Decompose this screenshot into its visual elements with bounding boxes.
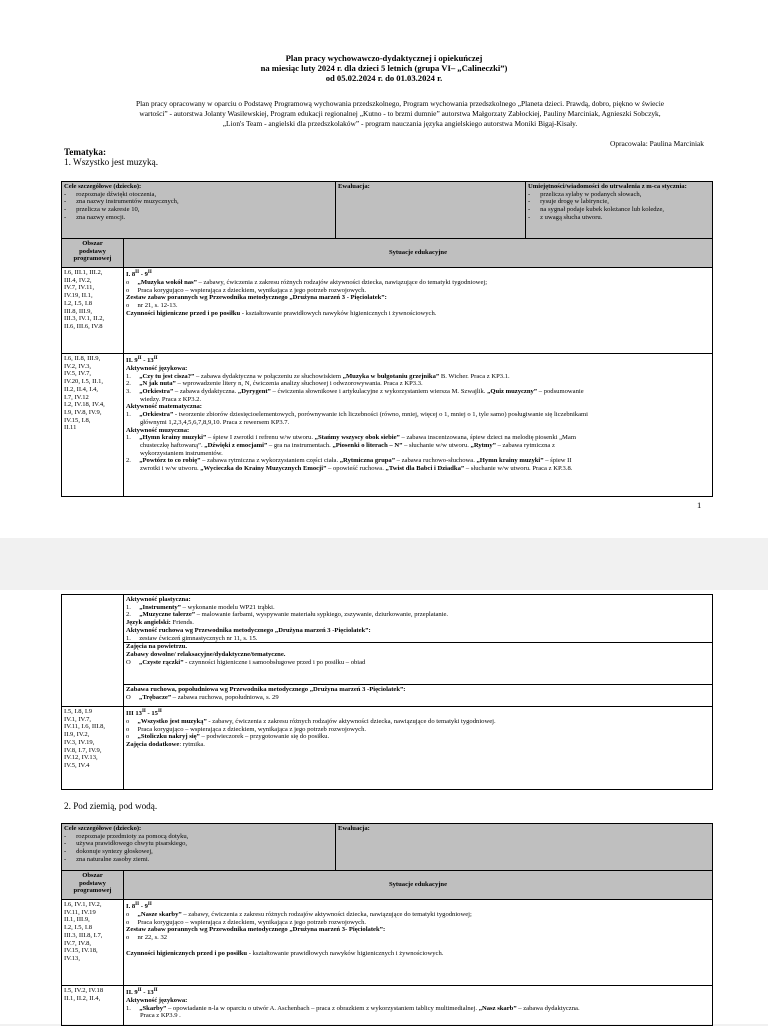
- curriculum-codes: I.5, I.8, I.9 IV.1, IV.7, IV.11, I.6, III.8, II.9, IV.2, IV.3, IV.19, IV.8, I.7, IV.9, IV.12, IV.13, IV.5, IV.4: [62, 707, 124, 790]
- goal-item: używa prawidłowego chwytu pisarskiego,: [76, 840, 188, 848]
- document-page-2: [0, 590, 768, 1024]
- theme-2-title: 2. Pod ziemią, pod wodą.: [64, 801, 158, 811]
- tematyka-label: Tematyka:: [64, 147, 107, 157]
- goal-item: rozpoznaje dźwięki otoczenia,: [76, 190, 157, 198]
- table-row: [62, 595, 713, 685]
- day-activities: II. $9^{II} - 13^{II}$ Aktywność językowa: 1. „Czy tu jest cisza?” – zabawa dydaktyczna w połączeniu ze słuchowiskiem „Muzyka w bułgotaniu grzejnika” B. Wicher. Praca z KP3.1. 2. „N jak nuta” – wprowadzenie litery n, N, ćwiczenia analizy słuchowej i odwzorowywania. Praca z KP3.3. 3. „Orkiestra” – zabawa dydaktyczna. „Dyrygent” – ćwiczenia słownikowe i artykulacyjne z wykorzystaniem wiersza M. Szwajlik. „Quiz muzyczny” – podsumowanie wiedzy. Praca z KP3.2. Aktywność matematyczna: 1. „Orkiestra” - tworzenie zbiorów dziesięcioelementowych, porównywanie ich liczebności (równo, mniej, więcej o 1, mniej o 1, tyle samo) posługiwanie się liczebnikami głównymi 1,2,3,4,5,6,7,8,9,10. Praca z rewersem KP3.7. Aktywność muzyczna: 1. „Hymn krainy muzyki” – śpiew I zwrotki i refrenu w/w utworu. „Stańmy wszyscy obok siebie” – zabawa inscenizowana, śpiew dzieci na melodię piosenki „Mam chusteczkę haftowaną”. „Dźwięki z emocjami” – gra na instrumentach. „Piosenki o literach – N” – słuchanie w/w utworu. „Rytmy” – zabawa rytmiczna z wykorzystaniem instrumentów. 2. „Powtórz to co robię” – zabawa rytmiczna z wykorzystaniem części ciała. „Rytmiczna grupa” – zabawa ruchowo-słuchowa. „Hymn krainy muzyki” – śpiew II zwrotki i w/w utworu. „Wycieczka do Krainy Muzycznych Emocji” – opowieść ruchowa. „Twist dla Babci i Dziadka” – słuchanie w/w utworu. Praca z KP.3.8.: [124, 354, 713, 497]
- week2-goals-cell: Cele szczegółowe (dziecko): - rozpoznaje przedmioty za pomocą dotyku, - używa prawidłowego chwytu pisarskiego, - dokonuje syntezy głoskowej, - zna naturalne zasoby ziemi.: [62, 824, 336, 871]
- table-row: [62, 268, 713, 354]
- week1-goals-table: [61, 181, 713, 239]
- sytuacje-header: Sytuacje edukacyjne: [124, 239, 713, 268]
- intro-line-3: „Lion's Team - angielski dla przedszkolaków” - program nauczania języka angielskiego autorstwa Moniki Bigaj-Kisały.: [222, 119, 578, 128]
- goal-item: przelicza w zakresie 10,: [76, 206, 140, 214]
- theme-1-title: 1. Wszystko jest muzyką.: [64, 157, 158, 167]
- curriculum-codes: [62, 595, 124, 707]
- sytuacje-header: Sytuacje edukacyjne: [124, 871, 713, 900]
- curriculum-codes: I.6, II.8, III.9, IV.2, IV.3, IV.5, IV.7, IV.20, I.5, II.1, II.2, II.4, I.4, I.7, IV.12 I.2, IV.18, IV.4, I.9, IV.8, IV.9, IV.15, I.8, II.11: [62, 354, 124, 497]
- goals-title: Cele szczegółowe (dziecko):: [64, 183, 142, 190]
- evaluation-title: Ewaluacja:: [338, 183, 370, 190]
- goal-item: zna nazwy emocji.: [76, 213, 126, 221]
- table-row: [62, 354, 713, 497]
- skills-title: Umiejętności/wiadomości do utrwalenia z m-ca stycznia:: [528, 183, 687, 190]
- table-row: [62, 986, 713, 1026]
- day-activities: Aktywność plastyczna: 1. „Instrumenty” – wykonanie modelu WP21 trąbki. 2. „Muzyczne talerze” – malowanie farbami, wyspywanie materiału sypkiego, zszywanie, dziurkowanie, przeplatanie. Język angielski: Friends. Aktywność ruchowa wg Przewodnika metodycznego „Drużyna marzeń 3 -Pięciolatek”: 1. zestaw ćwiczeń gimnastycznych nr 11, s. 15. Zajęcia na powietrzu. Zabawy dowolne/ relaksacyjne/dydaktyczne/tematyczne. O „Czyste rączki” - czynności higieniczne i samoobsługowe przed i po posiłku – obiad: [124, 595, 713, 685]
- day-activities: II. $9^{II} - 13^{II}$ Aktywność językowa: 1. „Skarby” – opowiadanie n-la w oparciu o utwór A. Aschenbach – praca z obrazkiem z wykorzystaniem tablicy multimedialnej. „Nasz skarb” – zabawa dydaktyczna. Praca z KP3.9 .: [124, 986, 713, 1026]
- table-row: [62, 685, 713, 707]
- plan-title-line-3: od 05.02.2024 r. do 01.03.2024 r.: [325, 73, 443, 83]
- curriculum-codes: I.5, IV.2, IV.18 II.1, II.2, II.4,: [62, 986, 124, 1026]
- table-row: [62, 707, 713, 790]
- skill-item: na sygnał podaje kubek koleżance lub koledze,: [540, 206, 665, 214]
- week1-evaluation-cell: [336, 182, 526, 239]
- table-row: [62, 900, 713, 986]
- afternoon-activities: Zabawa ruchowa, popołudniowa wg Przewodnika metodycznego „Drużyna marzeń 3 -Pięciolatek”: O „Trębacze” – zabawa ruchowa, popołudniowa, s. 29: [124, 685, 713, 707]
- plan-title-line-1: Plan pracy wychowawczo-dydaktycznej i opiekuńczej: [285, 53, 483, 63]
- goal-item: zna nazwy instrumentów muzycznych,: [76, 198, 179, 206]
- day-title: I. $8^{II} - 9^{II}$: [126, 270, 152, 279]
- week1-continuation-table: [61, 594, 713, 790]
- week2-plan-table: [61, 870, 713, 1026]
- author-line: Opracowała: Paulina Marciniak: [610, 139, 704, 148]
- skill-item: przelicza sylaby w podanych słowach,: [540, 190, 642, 198]
- week1-skills-cell: Umiejętności/wiadomości do utrwalenia z m-ca stycznia: - przelicza sylaby w podanych słowach, - rysuje drogę w labiryncie, - na sygnał podaje kubek koleżance lub koledze, - z uwagą słucha utworu.: [526, 182, 713, 239]
- obszar-header: Obszar podstawy programowej: [62, 239, 124, 268]
- page-number: 1: [697, 500, 702, 510]
- week2-goals-table: [61, 823, 713, 871]
- skill-item: rysuje drogę w labiryncie,: [540, 198, 609, 206]
- goal-item: zna naturalne zasoby ziemi.: [76, 855, 150, 863]
- intro-line-2: wartości” - autorstwa Jolanty Wasilewskiej, Program edukacji regionalnej „Kutno - to brzmi dumnie” autorstwa Małgorzaty Zabłockiej, Pauliny Marciniak, Agnieszki Sobczyk,: [139, 109, 661, 118]
- curriculum-codes: I.6, IV.1, IV.2, IV.11, IV.19 II.1, III.9, I.2, I.5, I.8 III.3, III.8, I.7, IV.7, IV.8, IV.15, IV.18, IV.13,: [62, 900, 124, 986]
- obszar-header: Obszar podstawy programowej: [62, 871, 124, 900]
- week2-evaluation-cell: Ewaluacja:: [336, 824, 713, 871]
- intro-line-1: Plan pracy opracowany w oparciu o Podstawę Programową wychowania przedszkolnego, Program wychowania przedszkolnego „Planeta dzieci. Prawdą, dobro, piękno w świecie: [135, 99, 665, 108]
- day-activities: I. $8^{II} - 9^{II}$ o „Muzyka wokół nas” – zabawy, ćwiczenia z zakresu różnych rodzajów aktywności dziecka, nawiązujące do tematyki tygodniowej; o Praca korygująco – wspierająca z dzieckiem, wynikająca z jego potrzeb rozwojowych. Zestaw zabaw porannych wg Przewodnika metodycznego „Drużyna marzeń 3 - Pięciolatek”: o nr 21, s. 12-13. Czynności higieniczne przed i po posiłku - kształtowanie prawidłowych nawyków higienicznych i żywnościowych.: [124, 268, 713, 354]
- skill-item: z uwagą słucha utworu.: [540, 213, 603, 221]
- day-activities: I. $8^{II} - 9^{II}$ o „Nasze skarby” – zabawy, ćwiczenia z zakresu różnych rodzajów aktywności dziecka, nawiązujące do tematyki tygodniowej; o Praca korygująco – wspierająca z dzieckiem, wynikająca z jego potrzeb rozwojowych. Zestaw zabaw porannych wg Przewodnika metodycznego „Drużyna marzeń 3- Pięciolatek”: o nr 22, s. 32 Czynności higienicznych przed i po posiłku - kształtowanie prawidłowych nawyków higienicznych i żywnościowych.: [124, 900, 713, 986]
- curriculum-codes: I.6, III.1, III.2, III.4, IV.2, IV.7, IV.11, IV.19, II.1, I.2, I.5, I.8 III.8, III.9, III.3, IV.1, II.2, II.6, III.6, IV.8: [62, 268, 124, 354]
- plan-title-line-2: na miesiąc luty 2024 r. dla dzieci 5 letnich (grupa VI– „Calineczki”): [260, 63, 508, 73]
- week1-plan-table: [61, 238, 713, 497]
- goal-item: dokonuje syntezy głoskowej,: [76, 848, 153, 856]
- week1-goals-cell: Cele szczegółowe (dziecko): - rozpoznaje dźwięki otoczenia, - zna nazwy instrumentów muzycznych, - przelicza w zakresie 10, - zna nazwy emocji.: [62, 182, 336, 239]
- day-activities: III $13^{II} - 15^{II}$ o „Wszystko jest muzyką” - zabawy, ćwiczenia z zakresu różnych rodzajów aktywności dziecka, nawiązujące do tematyki tygodniowej. o Praca korygująco – wspierająca z dzieckiem, wynikająca z jego potrzeb rozwojowych. o „Stoliczku nakryj się” – podwieczorek – przygotowanie się do posiłku. Zajęcia dodatkowe: rytmika.: [124, 707, 713, 790]
- goal-item: rozpoznaje przedmioty za pomocą dotyku,: [76, 832, 189, 840]
